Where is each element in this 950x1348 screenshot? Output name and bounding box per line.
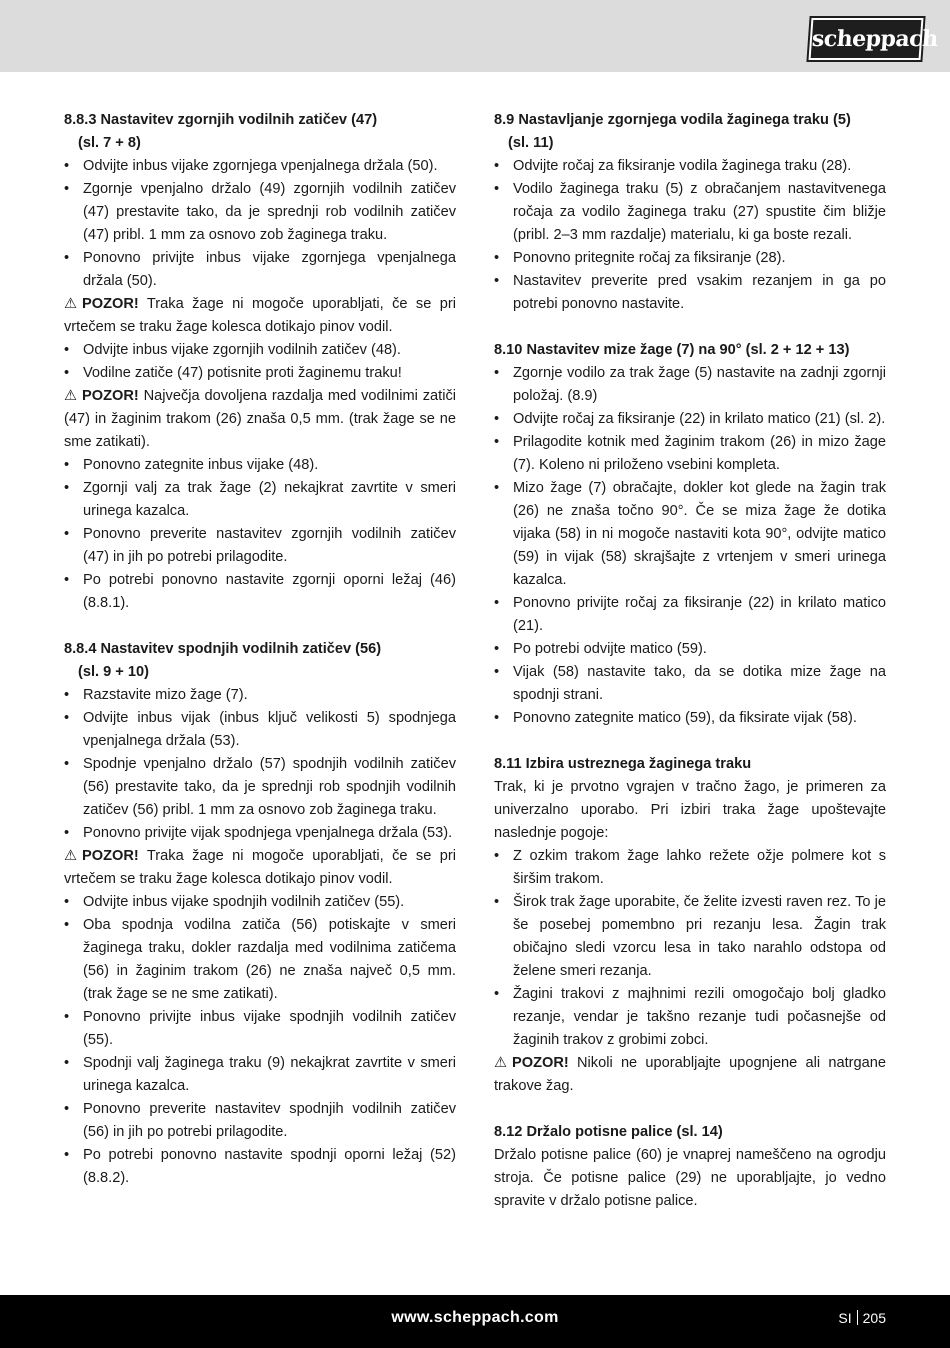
paragraph: Držalo potisne palice (60) je vnaprej nameščeno na ogrodju stroja. Če potisne palice (29) ne uporabljajte, jo vedno spravite v držalo potisne palice. (494, 1147, 886, 1209)
list-item: • Ponovno preverite nastavitev zgornjih vodilnih zatičev (47) in jih po potrebi prilagodite. (64, 523, 456, 569)
list-item: • Ponovno zategnite matico (59), da fiksirate vijak (58). (494, 707, 886, 730)
bullet-list (64, 684, 456, 845)
warning-label: POZOR! (82, 388, 139, 404)
list-item: • Po potrebi ponovno nastavite zgornji oporni ležaj (46) (8.8.1). (64, 569, 456, 615)
warning-label: POZOR! (82, 848, 139, 864)
list-item: • Mizo žage (7) obračajte, dokler kot glede na žagin trak (26) ne znaša točno 90°. Če se miza žage že dotika vijaka (58) in ni mogoče nastaviti kota 90°, odvijte matico (59) in vijak (58) skrajšajte z vrtenjem v smeri urinega kazalca. (494, 477, 886, 592)
warning-triangle-icon: ⚠ (64, 296, 78, 312)
warning-label: POZOR! (82, 296, 139, 312)
list-item: • Odvijte inbus vijak (inbus ključ velikosti 5) spodnjega vpenjalnega držala (53). (64, 707, 456, 753)
spacer (494, 1098, 886, 1121)
header-band (0, 0, 950, 72)
list-item: • Spodnje vpenjalno držalo (57) spodnjih vodilnih zatičev (56) prestavite tako, da je sprednji rob spodnjih vodilnih zatičev (56) pribl. 1 mm za osnovo zob žaginega traku. (64, 753, 456, 822)
list-item: • Zgornje vodilo za trak žage (5) nastavite na zadnji zgornji položaj. (8.9) (494, 362, 886, 408)
heading-line: (sl. 11) (508, 135, 554, 151)
list-item: • Ponovno preverite nastavitev spodnjih vodilnih zatičev (56) in jih po potrebi prilagodite. (64, 1098, 456, 1144)
warning-text: Nikoli ne uporabljajte upognjene ali natrgane trakove žag. (494, 1055, 886, 1094)
left-column (64, 109, 456, 1190)
warning-text: Traka žage ni mogoče uporabljati, če se pri vrtečem se traku žage kolesca dotikajo pinov vodil. (64, 296, 456, 335)
list-item: • Ponovno pritegnite ročaj za fiksiranje (28). (494, 247, 886, 270)
list-item: • Ponovno privijte inbus vijake zgornjega vpenjalnega držala (50). (64, 247, 456, 293)
list-item: • Žagini trakovi z majhnimi rezili omogočajo bolj gladko rezanje, vendar je takšno rezanje tudi počasnejše od žaginih trakov z grobimi zobci. (494, 983, 886, 1052)
list-item: • Ponovno privijte inbus vijake spodnjih vodilnih zatičev (55). (64, 1006, 456, 1052)
bullet-list (64, 155, 456, 293)
section-heading-8-10: 8.10 Nastavitev mize žage (7) na 90° (sl. 2 + 12 + 13) (494, 342, 850, 358)
warning-text: Traka žage ni mogoče uporabljati, če se pri vrtečem se traku žage kolesca dotikajo pinov vodil. (64, 848, 456, 887)
page-number: 205 (862, 1310, 886, 1326)
heading-line: 8.9 Nastavljanje zgornjega vodila žaginega traku (5) (494, 112, 851, 128)
heading-line: 8.8.3 Nastavitev zgornjih vodilnih zatičev (47) (64, 112, 378, 128)
language-code: SI (838, 1310, 852, 1326)
warning-note (494, 1052, 886, 1098)
warning-triangle-icon: ⚠ (64, 388, 78, 404)
list-item: • Vodilo žaginega traku (5) z obračanjem nastavitvenega ročaja za vodilo žaginega traku (27) spustite čim bližje (pribl. 2–3 mm razdalje) materialu, ki ga boste rezali. (494, 178, 886, 247)
footer-bar (0, 1295, 950, 1348)
list-item: • Odvijte ročaj za fiksiranje (22) in krilato matico (21) (sl. 2). (494, 408, 886, 431)
list-item: • Nastavitev preverite pred vsakim rezanjem in ga po potrebi ponovno nastavite. (494, 270, 886, 316)
list-item: • Ponovno privijte vijak spodnjega vpenjalnega držala (53). (64, 822, 456, 845)
list-item: • Ponovno privijte ročaj za fiksiranje (22) in krilato matico (21). (494, 592, 886, 638)
spacer (494, 316, 886, 339)
list-item: • Vijak (58) nastavite tako, da se dotika mize žage na spodnji strani. (494, 661, 886, 707)
warning-label: POZOR! (512, 1055, 569, 1071)
bullet-list (64, 339, 456, 385)
section-heading-8-9 (494, 109, 886, 155)
list-item: • Odvijte inbus vijake zgornjih vodilnih zatičev (48). (64, 339, 456, 362)
list-item: • Ponovno zategnite inbus vijake (48). (64, 454, 456, 477)
list-item: • Po potrebi odvijte matico (59). (494, 638, 886, 661)
footer-website-link[interactable]: www.scheppach.com (391, 1309, 559, 1326)
page-separator (857, 1310, 858, 1325)
warning-text: Največja dovoljena razdalja med vodilnimi zatiči (47) in žaginim trakom (26) znaša 0,5 mm. (trak žage se ne sme zatikati). (64, 388, 456, 450)
bullet-list (494, 362, 886, 730)
page-indicator (838, 1310, 886, 1326)
list-item: • Odvijte inbus vijake spodnjih vodilnih zatičev (55). (64, 891, 456, 914)
list-item: • Širok trak žage uporabite, če želite izvesti raven rez. To je še posebej pomembno pri rezanju lesa. Žagin trak običajno sledi vzorcu lesa in tako narahlo odstopa od želene smeri rezanja. (494, 891, 886, 983)
warning-note (64, 845, 456, 891)
section-heading-8-11: 8.11 Izbira ustreznega žaginega traku (494, 756, 752, 772)
heading-line: 8.8.4 Nastavitev spodnjih vodilnih zatičev (56) (64, 641, 382, 657)
heading-line: (sl. 9 + 10) (78, 664, 149, 680)
warning-triangle-icon: ⚠ (64, 848, 78, 864)
bullet-list (494, 155, 886, 316)
list-item: • Z ozkim trakom žage lahko režete ožje polmere kot s širšim trakom. (494, 845, 886, 891)
warning-triangle-icon: ⚠ (494, 1055, 508, 1071)
section-heading-8-8-4 (64, 638, 456, 684)
list-item: • Zgornje vpenjalno držalo (49) zgornjih vodilnih zatičev (47) prestavite tako, da je sprednji rob vodilnih zatičev (47) pribl. 1 mm za osnovo zob žaginega traku. (64, 178, 456, 247)
right-column (494, 109, 886, 1213)
bullet-list (494, 845, 886, 1052)
list-item: • Odvijte inbus vijake zgornjega vpenjalnega držala (50). (64, 155, 456, 178)
spacer (494, 730, 886, 753)
list-item: • Prilagodite kotnik med žaginim trakom (26) in mizo žage (7). Koleno ni priloženo vsebini kompleta. (494, 431, 886, 477)
bullet-list (64, 891, 456, 1190)
warning-note (64, 385, 456, 454)
section-heading-8-12: 8.12 Držalo potisne palice (sl. 14) (494, 1124, 723, 1140)
warning-note (64, 293, 456, 339)
scheppach-logo: scheppach (809, 18, 924, 60)
list-item: • Po potrebi ponovno nastavite spodnji oporni ležaj (52) (8.8.2). (64, 1144, 456, 1190)
list-item: • Odvijte ročaj za fiksiranje vodila žaginega traku (28). (494, 155, 886, 178)
bullet-list (64, 454, 456, 615)
list-item: • Oba spodnja vodilna zatiča (56) potiskajte v smeri žaginega traku, dokler razdalja med vodilnima zatičema (56) in žaginim trakom (26) ne znaša največ 0,5 mm. (trak žage se ne sme zatikati). (64, 914, 456, 1006)
section-heading-8-8-3 (64, 109, 456, 155)
list-item: • Vodilne zatiče (47) potisnite proti žaginemu traku! (64, 362, 456, 385)
list-item: • Razstavite mizo žage (7). (64, 684, 456, 707)
spacer (64, 615, 456, 638)
heading-line: (sl. 7 + 8) (78, 135, 141, 151)
list-item: • Spodnji valj žaginega traku (9) nekajkrat zavrtite v smeri urinega kazalca. (64, 1052, 456, 1098)
paragraph: Trak, ki je prvotno vgrajen v tračno žago, je primeren za univerzalno uporabo. Pri izbiri traka žage upoštevajte naslednje pogoje: (494, 779, 886, 841)
list-item: • Zgornji valj za trak žage (2) nekajkrat zavrtite v smeri urinega kazalca. (64, 477, 456, 523)
